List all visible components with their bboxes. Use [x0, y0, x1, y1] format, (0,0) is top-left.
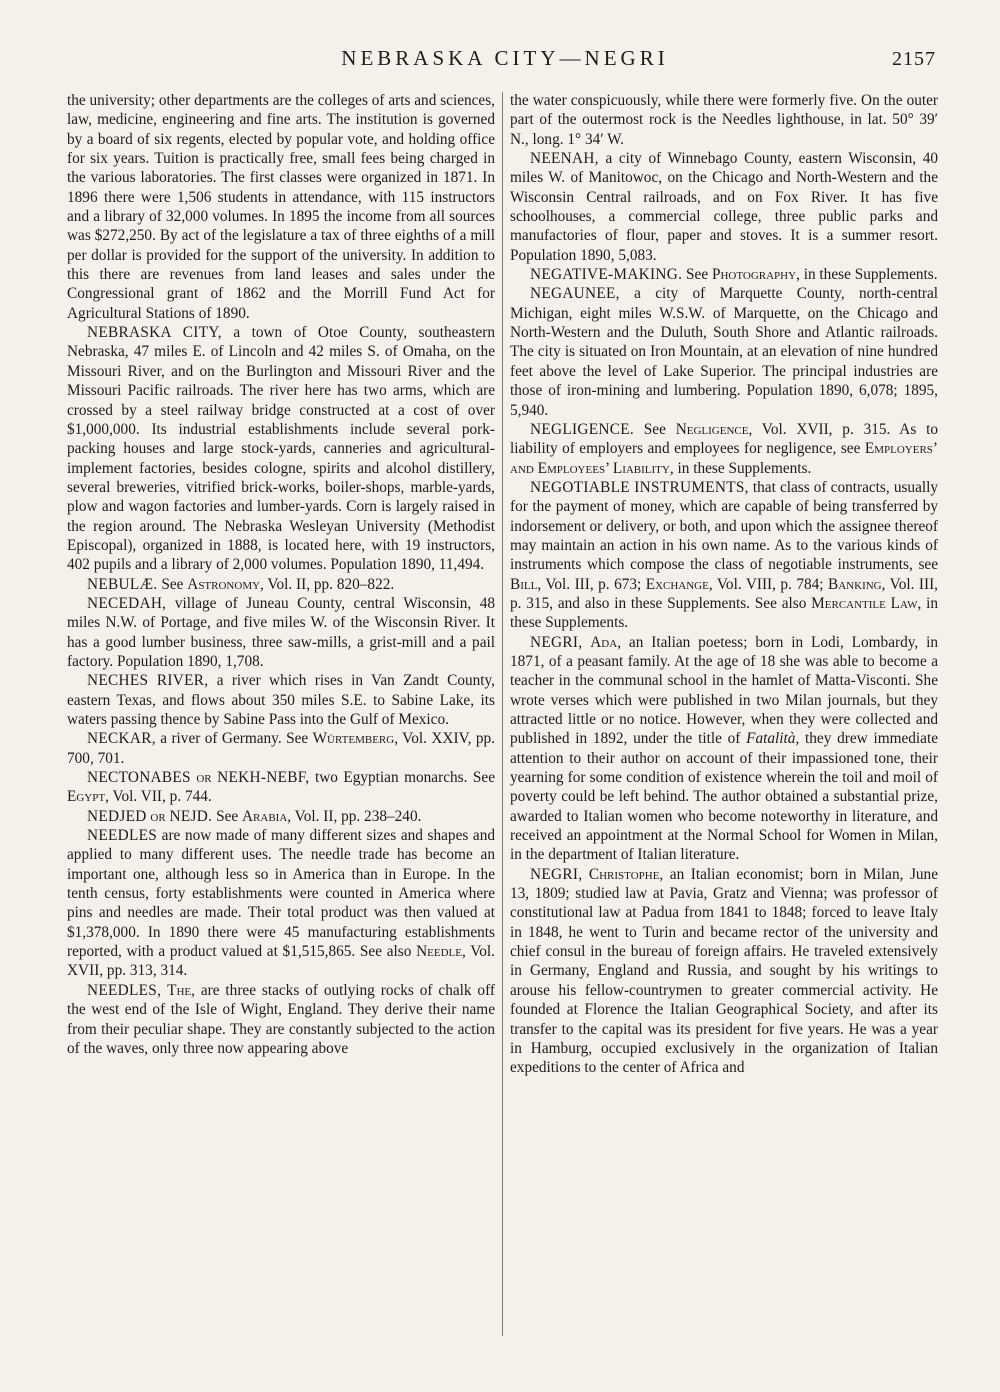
right-column	[510, 91, 938, 1078]
cross-reference: Bill	[510, 575, 538, 593]
entry-text-tail: , in these Supplements.	[510, 594, 938, 632]
entry-text: See	[212, 807, 242, 825]
entry-text: a city of Marquette County, north-central Michigan, eight miles W.S.W. of Marquette, on the Chicago and North-Western and the Duluth, South Shore and Atlantic railroads. The city is situated on Iron Mountain, at an elevation of nine hundred feet above the level of Lake Superior. The principal industries are those of iron-mining and lumbering. Population 1890, 6,078; 1895, 5,940.	[510, 285, 938, 419]
entry-heading: NEBULÆ.	[87, 575, 158, 593]
entry-nedjed	[67, 807, 495, 826]
entry-text: a town of Otoe County, southeastern Nebraska, 47 miles E. of Lincoln and 42 miles S. of Omaha, on the Missouri River, and on the Burlington and Missouri River and the Missouri Pacific railroads. The river here has two arms, which are crossed by a steel railway bridge constructed at a cost of over $1,000,000. Its industrial establishments include several pork-packing houses and large stock-yards, canneries and agricultural-implement factories, besides cologne, spirits and alcohol distillery, several breweries, vitrified brick-works, boiler-shops, marble-yards, plow and wagon factories and lumber-yards. Corn is largely raised in the region around. The Nebraska Wesleyan University (Methodist Episcopal), organized in 1888, is located here, with 19 instructors, 402 pupils and a library of 2,000 volumes. Population 1890, 11,494.	[67, 324, 495, 574]
entry-needles-the	[67, 981, 495, 1058]
entry-text: two Egyptian monarchs. See	[309, 769, 495, 787]
entry-text: are now made of many different sizes and shapes and applied to many different uses. The needle trade has become an important one, although less so in America than in Europe. In the tenth census, forty establishments were counted in America where pins and needles are made. Their total product was then valued at $1,378,000. In 1890 there were 45 manufacturing establishments reported, with a product valued at $1,515,865. See also	[67, 827, 495, 961]
entry-heading: NECEDAH,	[87, 594, 167, 612]
entry-text-tail: , Vol. III, p. 673;	[537, 575, 646, 593]
entry-heading: NEEDLES	[87, 827, 158, 845]
page-number: 2157	[892, 48, 936, 70]
entry-heading: NEGATIVE-MAKING.	[530, 266, 683, 284]
cross-reference: Negligence	[675, 420, 749, 438]
entry-heading-alt: NEKH-NEBF,	[217, 769, 310, 787]
entry-text-tail: , in these Supplements.	[669, 459, 812, 477]
cross-reference: Exchange	[645, 575, 709, 593]
entry-heading: NEGLIGENCE.	[530, 420, 634, 438]
entry-text: , are three stacks of outlying rocks of chalk off the west end of the Isle of Wight, England. They derive their name from their peculiar shape. They are constantly subjected to the action of the waves, only three now appearing above	[67, 981, 495, 1057]
entry-negative-making	[510, 265, 938, 284]
entry-text-tail: , Vol. III, p. 315, and also in these Supplements. See also	[510, 575, 938, 612]
entry-heading-alt: Christophe	[588, 865, 660, 883]
entry-text: , an Italian poetess; born in Lodi, Lombardy, in 1871, of a peasant family. At the age of 18 she was able to become a teacher in the communal school in the hamlet of Matta-Visconti. She wrote verses which were published in two Milan journals, but they attracted little or no notice. However, when they were collected and published in 1892, under the title of	[510, 633, 938, 748]
paragraph-text: the university; other departments are the colleges of arts and sciences, law, medicine, engineering and fine arts. The institution is governed by a board of six regents, elected by popular vote, and holding office for six years. Tuition is practically free, small fees being charged in the various laboratories. The first classes were organized in 1871. In 1896 there were 1,506 students in attendance, with 115 instructors and a library of 32,000 volumes. In 1895 the income from all sources was $272,250. By act of the legislature a tax of three eighths of a mill per dollar is provided for the support of the university. In addition to this there are revenues from land leases and sales under the Congressional grant of 1862 and the Morrill Fund Act for Agricultural Stations of 1890.	[67, 92, 495, 322]
entry-heading-joiner: or	[190, 769, 218, 787]
entry-heading: NEGRI,	[530, 633, 583, 651]
entry-heading: NEEDLES,	[87, 981, 162, 999]
entry-heading: NECHES RIVER,	[87, 672, 209, 690]
entry-negotiable-instruments	[510, 478, 938, 633]
entry-text-tail: , Vol. II, pp. 820–822.	[260, 575, 395, 593]
entry-text: See	[634, 420, 676, 438]
entry-nectonabes	[67, 768, 495, 807]
entry-heading: NEGRI,	[530, 865, 583, 883]
running-title: NEBRASKA CITY—NEGRI	[341, 46, 669, 70]
entry-negri-ada	[510, 633, 938, 865]
entry-text-tail: , Vol. XVII, p. 315. As to liability of employers and employees for negligence, see	[510, 420, 938, 458]
entry-nebraska-city	[67, 323, 495, 574]
entry-text-tail: , Vol. VII, p. 744.	[105, 788, 212, 806]
entry-text-tail: , Vol. II, pp. 238–240.	[287, 807, 422, 825]
column-divider	[502, 92, 503, 1336]
entry-text-tail: , Vol. XXIV, pp. 700, 701.	[67, 730, 496, 767]
paragraph-text: the water conspicuously, while there were formerly five. On the outer part of the outermost rock is the Needles lighthouse, in lat. 50° 39′ N., long. 1° 34′ W.	[510, 92, 938, 148]
entry-neches-river	[67, 671, 495, 729]
cross-reference: Astronomy	[187, 575, 261, 593]
entry-heading: NEDJED	[87, 807, 147, 825]
entry-negri-christophe	[510, 865, 938, 1078]
entry-nebulae	[67, 575, 495, 594]
entry-text-tail: , Vol. VIII, p. 784;	[708, 575, 829, 593]
entry-text: See	[682, 266, 712, 284]
cross-reference: Würtemberg	[312, 730, 395, 748]
entry-text-tail: , in these Supplements.	[796, 266, 938, 284]
entry-text-tail: , they drew immediate attention to their author on account of their impassioned tone, their yearning for some condition of existence wherein the toil and moil of poverty could be left behind. The author obtained a substantial prize, awarded to Italian women who become noteworthy in literature, and received an appointment at the Normal School for Women in Milan, in the department of Italian literature.	[510, 730, 939, 864]
entry-needles	[67, 826, 495, 981]
entry-heading: NECKAR,	[87, 730, 156, 748]
entry-text: a river of Germany. See	[155, 730, 313, 748]
entry-heading-alt: Ada	[590, 633, 618, 651]
entry-text-tail: , Vol. XVII, pp. 313, 314.	[67, 943, 496, 980]
entry-necedah	[67, 594, 495, 671]
cross-reference: Employers’ and Employees’ Liability	[510, 440, 938, 477]
entry-text: , an Italian economist; born in Milan, June 13, 1809; studied law at Pavia, Gratz and Vienna; was professor of constitutional law at Padua from 1841 to 1848; forced to leave Italy in 1848, he went to Turin and became rector of the university and chief consul in the bureau of foreign affairs. He traveled extensively in Germany, England and Russia, and sought by his writings to arouse his fellow-countrymen to greater commercial activity. He founded at Florence the Italian Geographical Society, and after its transfer to the capital was its president for five years. He was a year in Hamburg, occupied exclusively in the organization of Italian expeditions to the center of Africa and	[510, 865, 938, 1077]
entry-neckar	[67, 729, 495, 768]
entry-negaunee	[510, 284, 938, 419]
paragraph-university-continued	[67, 91, 495, 323]
cross-reference: Egypt	[67, 788, 106, 806]
entry-text: See	[157, 575, 188, 593]
cross-reference: Needle	[416, 943, 462, 961]
entry-heading-alt: The	[167, 981, 192, 999]
left-column	[67, 91, 495, 1058]
entry-heading: NECTONABES	[87, 769, 191, 787]
entry-heading: NEENAH,	[530, 150, 599, 168]
cross-reference: Arabia	[242, 807, 288, 825]
page-header	[70, 46, 940, 76]
cross-reference: Photography	[711, 266, 797, 284]
entry-text: a city of Winnebago County, eastern Wisconsin, 40 miles W. of Manitowoc, on the Chicago and North-Western and the Wisconsin Central railroads, and on Fox River. It has five schoolhouses, a commercial college, three public parks and manufactories of flour, paper and stoves. It is a summer resort. Population 1890, 5,083.	[510, 150, 938, 264]
entry-heading: NEBRASKA CITY,	[87, 324, 222, 342]
entry-heading: NEGOTIABLE INSTRUMENTS,	[530, 478, 749, 496]
entry-heading-joiner: or	[146, 807, 170, 825]
cross-reference: Banking	[828, 575, 882, 593]
entry-text: a river which rises in Van Zandt County, eastern Texas, and flows about 350 miles S.E. to Sabine Lake, its waters passing thence by Sabine Pass into the Gulf of Mexico.	[67, 672, 495, 728]
entry-negligence	[510, 420, 938, 478]
entry-heading-alt: NEJD.	[169, 807, 213, 825]
entry-text: village of Juneau County, central Wisconsin, 48 miles N.W. of Portage, and five miles W. of the Wisconsin River. It has a good lumber business, three saw-mills, a grist-mill and a pail factory. Population 1890, 1,708.	[67, 594, 495, 670]
book-title: Fatalità	[746, 730, 796, 748]
entry-text: that class of contracts, usually for the payment of money, which are capable of being transferred by indorsement or delivery, or both, and upon which the assignee thereof may maintain an action in his own name. As to the various kinds of instruments which compose the class of negotiable instruments, see	[510, 478, 939, 574]
entry-heading: NEGAUNEE,	[530, 285, 620, 303]
cross-reference: Mercantile Law	[811, 594, 918, 612]
paragraph-needles-continued	[510, 91, 938, 149]
entry-neenah	[510, 149, 938, 265]
